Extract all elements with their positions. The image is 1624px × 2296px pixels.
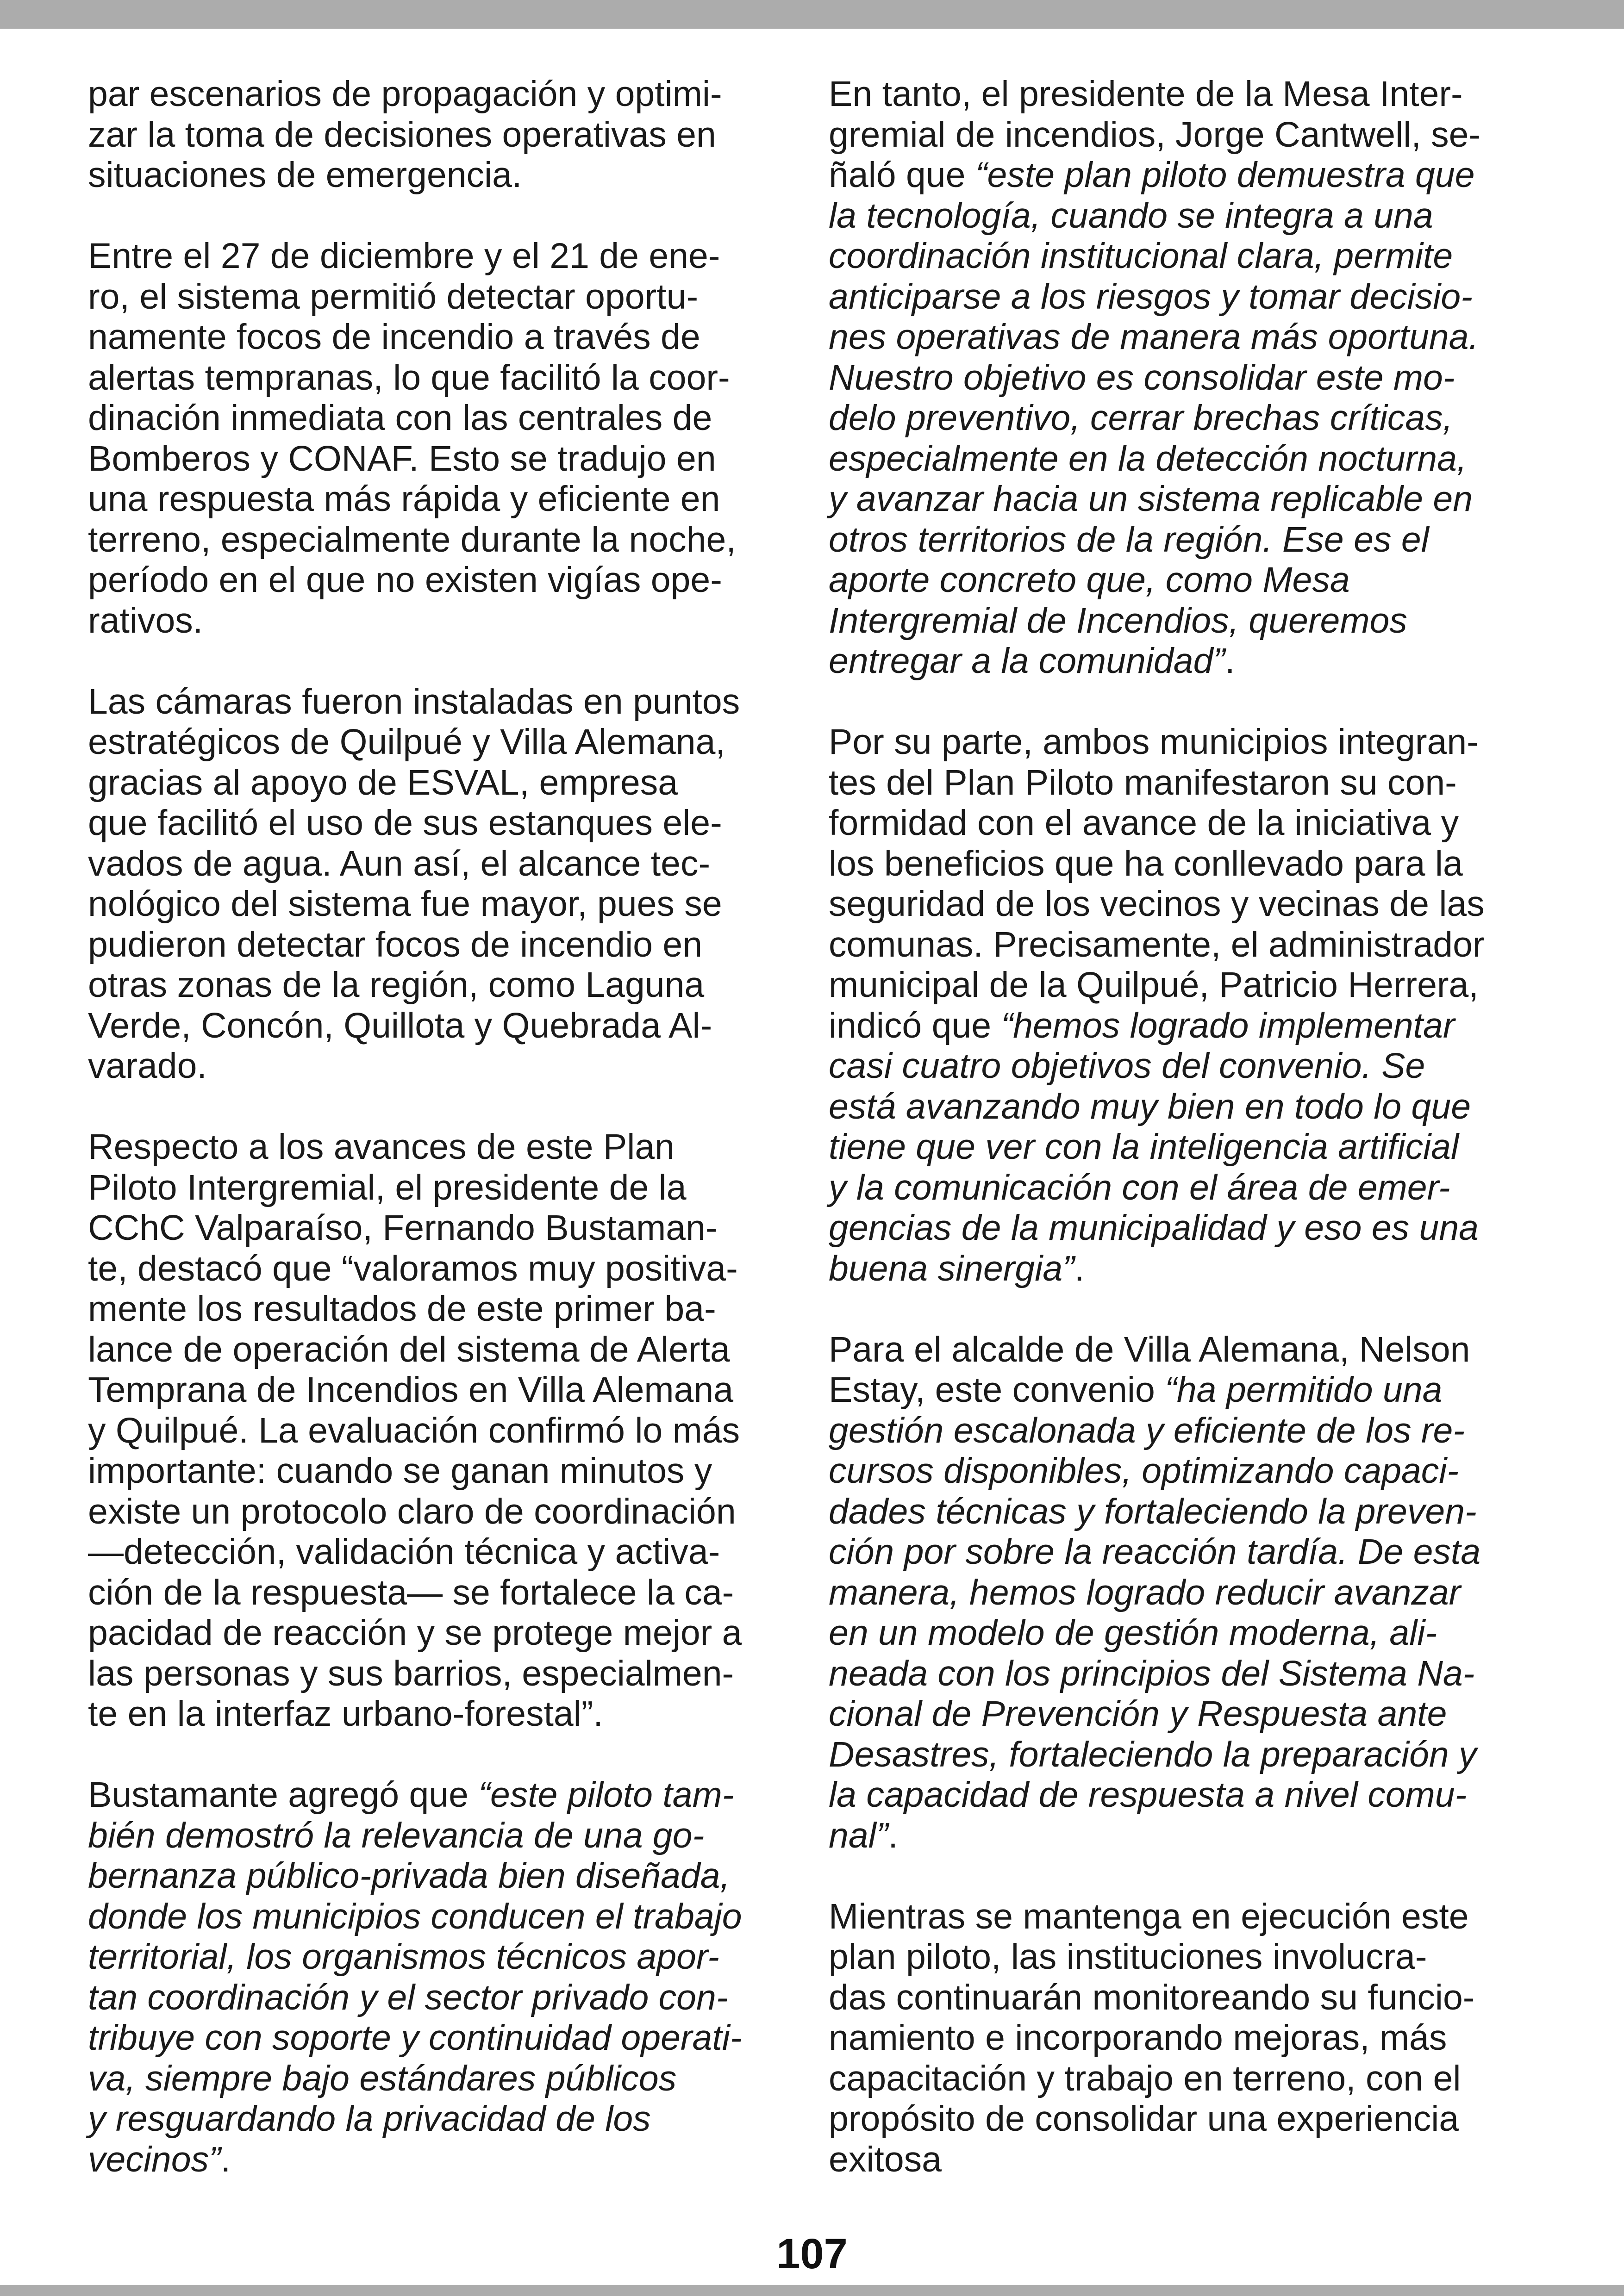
paragraph-end-text: . — [220, 2139, 231, 2179]
right-paragraph-1 — [829, 74, 1544, 682]
paragraph-lead-text: Bustamante agregó que — [88, 1775, 479, 1815]
left-paragraph-1: par escenarios de propagación y optimi- zar la toma de decisiones operativas en situaciones de emergencia. — [88, 74, 722, 195]
top-header-band — [0, 0, 1624, 29]
quote-text: “hemos logrado implementar casi cuatro objetivos del convenio. Se está avanzando muy bien en todo lo que tiene que ver con la inteligencia artificial y la comunicación con el área de emer- gencias de la municipalidad y eso es una buena sinergia” — [829, 1005, 1479, 1288]
page-number: 107 — [776, 2230, 848, 2277]
left-paragraph-5 — [88, 1775, 806, 2180]
right-paragraph-2 — [829, 722, 1544, 1289]
paragraph-end-text: . — [1074, 1248, 1085, 1288]
quote-text: “este plan piloto demuestra que la tecnología, cuando se integra a una coordinación institucional clara, permite anticiparse a los riesgos y tomar decisio- nes operativas de manera más oportuna. Nuestro objetivo es consolidar este mo- delo preventivo, cerrar brechas críticas, especialmente en la detección nocturna, y avanzar hacia un sistema replicable en otros territorios de la región. Ese es el aporte concreto que, como Mesa Intergremial de Incendios, queremos entregar a la comunidad” — [829, 155, 1479, 681]
paragraph-end-text: . — [1225, 641, 1235, 681]
paragraph-lead-text: Por su parte, ambos municipios integran- tes del Plan Piloto manifestaron su con- formidad con el avance de la iniciativa y los beneficios que ha conllevado para la seguridad de los vecinos y vecinas de las comunas. Precisamente, el administrador municipal de la Quilpué, Patricio Herrera, indicó que — [829, 722, 1485, 1045]
right-paragraph-4: Mientras se mantenga en ejecución este plan piloto, las instituciones involucra- das continuarán monitoreando su funcio- namiento e incorporando mejoras, más capacitación y trabajo en terreno, con el propósito de consolidar una experiencia exitosa — [829, 1896, 1475, 2179]
paragraph-end-text: . — [888, 1815, 898, 1855]
right-text-column — [829, 74, 1544, 2180]
left-paragraph-3: Las cámaras fueron instaladas en puntos estratégicos de Quilpué y Villa Alemana, gracias al apoyo de ESVAL, empresa que facilitó el uso de sus estanques ele- vados de agua. Aun así, el alcance tec- nológico del sistema fue mayor, pues se pudieron detectar focos de incendio en otras zonas de la región, como Laguna Verde, Concón, Quillota y Quebrada Al- varado. — [88, 681, 740, 1086]
left-paragraph-4: Respecto a los avances de este Plan Piloto Intergremial, el presidente de la CChC Valparaíso, Fernando Bustaman- te, destacó que “valoramos muy positiva- mente los resultados de este primer ba- lance de operación del sistema de Alerta Temprana de Incendios en Villa Alemana y Quilpué. La evaluación confirmó lo más importante: cuando se ganan minutos y existe un protocolo claro de coordinación —detección, validación técnica y activa- ción de la respuesta— se fortalece la ca- pacidad de reacción y se protege mejor a las personas y sus barrios, especialmen- te en la interfaz urbano-forestal”. — [88, 1127, 742, 1734]
right-paragraph-3 — [829, 1330, 1544, 1856]
quote-text: “este piloto tam- bién demostró la relevancia de una go- bernanza público-privada bien diseñada, donde los municipios conducen el trabajo territorial, los organismos técnicos apor- tan coordinación y el sector privado con- tribuye con soporte y continuidad operati- va, siempre bajo estándares públicos y resguardando la privacidad de los vecinos” — [88, 1775, 742, 2179]
paragraph-lead-text: Para el alcalde de Villa Alemana, Nelson Estay, este convenio — [829, 1329, 1470, 1410]
paragraph-lead-text: En tanto, el presidente de la Mesa Inter- gremial de incendios, Jorge Cantwell, se- ñaló que — [829, 74, 1481, 195]
bottom-footer-band — [0, 2285, 1624, 2296]
left-text-column — [88, 74, 806, 2180]
left-paragraph-2: Entre el 27 de diciembre y el 21 de ene- ro, el sistema permitió detectar oportu- namente focos de incendio a través de alertas tempranas, lo que facilitó la coor- dinación inmediata con las centrales de Bomberos y CONAF. Esto se tradujo en una respuesta más rápida y eficiente en terreno, especialmente durante la noche, período en el que no existen vigías ope- rativos. — [88, 236, 736, 641]
quote-text: “ha permitido una gestión escalonada y eficiente de los re- cursos disponibles, optimizando capaci- dades técnicas y fortaleciendo la preven- ción por sobre la reacción tardía. De esta manera, hemos logrado reducir avanzar en un modelo de gestión moderna, ali- neada con los principios del Sistema Na- cional de Prevención y Respuesta ante Desastres, fortaleciendo la preparación y la capacidad de respuesta a nivel comu- nal” — [829, 1370, 1481, 1855]
